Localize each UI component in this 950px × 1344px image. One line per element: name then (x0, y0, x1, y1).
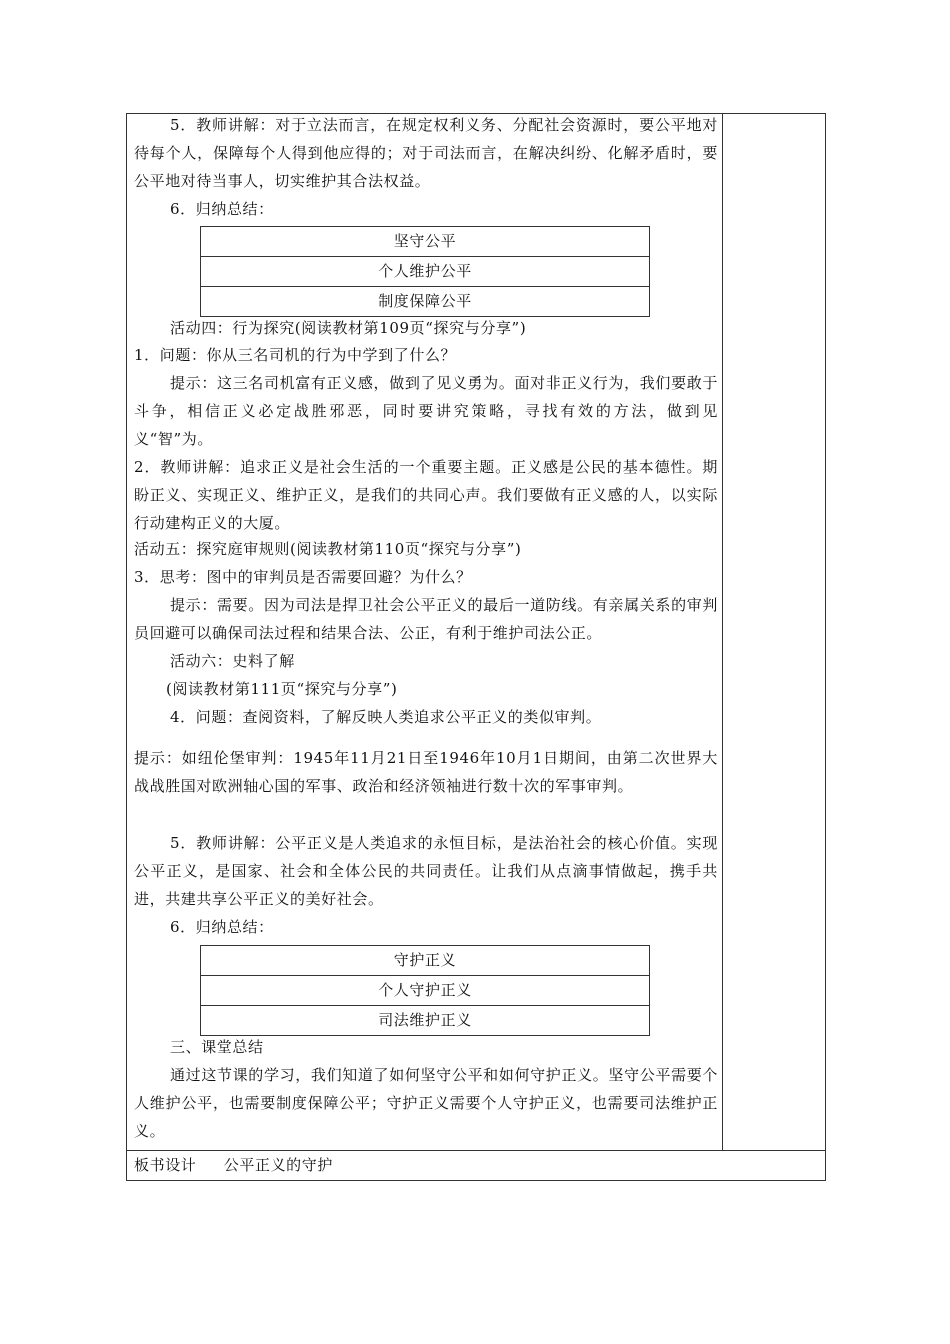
summary-row: 坚守公平 (393, 232, 457, 250)
hint-4: 提示：如纽伦堡审判：1945年11月21日至1946年10月1日期间，由第二次世界大战战胜国对欧洲轴心国的军事、政治和经济领袖进行数十次的军事审判。 (134, 749, 718, 795)
summary-row: 守护正义 (393, 951, 457, 969)
summary-box-justice (200, 945, 650, 1036)
paragraph-summary-heading-2: 6．归纳总结： (170, 918, 274, 936)
question-4: 4．问题：查阅资料，了解反映人类追求公平正义的类似审判。 (170, 708, 602, 726)
activity-five-heading: 活动五：探究庭审规则(阅读教材第110页“探究与分享”) (134, 540, 522, 558)
hint-3: 提示：需要。因为司法是捍卫社会公平正义的最后一道防线。有亲属关系的审判员回避可以确保司法过程和结果合法、公正，有利于维护司法公正。 (134, 596, 718, 642)
question-3: 3．思考：图中的审判员是否需要回避？为什么？ (134, 568, 472, 586)
activity-four-heading: 活动四：行为探究(阅读教材第109页“探究与分享”) (170, 319, 527, 337)
teacher-explain-justice: 2．教师讲解：追求正义是社会生活的一个重要主题。正义感是公民的基本德性。期盼正义、实现正义、维护正义，是我们的共同心声。我们要做有正义感的人，以实际行动建构正义的大厦。 (134, 458, 718, 532)
column-divider (722, 113, 723, 1151)
paragraph-teacher-explain-fairness: 5．教师讲解：对于立法而言，在规定权利义务、分配社会资源时，要公平地对待每个人，保障每个人得到他应得的；对于司法而言，在解决纠纷、化解矛盾时，要公平地对待当事人，切实维护其合法权益。 (134, 116, 718, 190)
question-1: 1．问题：你从三名司机的行为中学到了什么？ (134, 346, 457, 364)
summary-row: 制度保障公平 (201, 286, 649, 316)
summary-row: 个人守护正义 (201, 975, 649, 1005)
hint-1: 提示：这三名司机富有正义感，做到了见义勇为。面对非正义行为，我们要敢于斗争，相信正义必定战胜邪恶，同时要讲究策略，寻找有效的方法，做到见义“智”为。 (134, 374, 718, 448)
summary-row: 司法维护正义 (201, 1005, 649, 1035)
activity-six-reading: (阅读教材第111页“探究与分享”) (166, 680, 398, 698)
activity-six-heading: 活动六：史料了解 (170, 652, 295, 670)
teacher-explain-fair-justice: 5．教师讲解：公平正义是人类追求的永恒目标，是法治社会的核心价值。实现公平正义，是国家、社会和全体公民的共同责任。让我们从点滴事情做起，携手共进，共建共享公平正义的美好社会。 (134, 834, 718, 908)
board-design-row (134, 1150, 333, 1180)
board-design-label: 板书设计 (134, 1156, 197, 1174)
summary-box-fairness (200, 226, 650, 317)
paragraph-summary-heading-1: 6．归纳总结： (170, 200, 274, 218)
class-summary-heading: 三、课堂总结 (170, 1038, 264, 1056)
summary-row: 个人维护公平 (201, 256, 649, 286)
board-design-title: 公平正义的守护 (223, 1156, 333, 1174)
class-summary-text: 通过这节课的学习，我们知道了如何坚守公平和如何守护正义。坚守公平需要个人维护公平，也需要制度保障公平；守护正义需要个人守护正义，也需要司法维护正义。 (134, 1066, 718, 1140)
